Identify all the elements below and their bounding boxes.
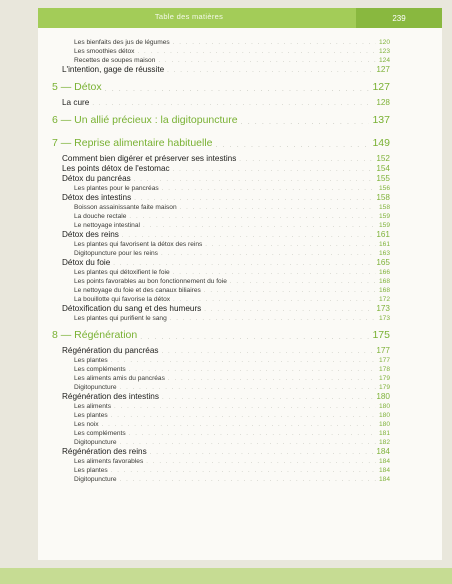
- entry-label: Digitopuncture: [74, 476, 117, 483]
- chapter-entry: [52, 114, 390, 127]
- section-entry: [62, 193, 390, 203]
- entry-page-number: 180: [376, 392, 390, 401]
- entry-label: Les aliments: [74, 403, 112, 410]
- dot-leader: [239, 157, 373, 164]
- subsection-entry: [74, 277, 390, 286]
- subsection-entry: [74, 295, 390, 304]
- dot-leader: [137, 49, 376, 56]
- entry-page-number: 149: [372, 137, 390, 149]
- dot-leader: [111, 413, 376, 420]
- subsection-entry: [74, 475, 390, 484]
- entry-page-number: 156: [378, 185, 390, 192]
- dot-leader: [143, 223, 376, 230]
- dot-leader: [129, 214, 376, 221]
- dot-leader: [129, 367, 376, 374]
- subsection-entry: [74, 221, 390, 230]
- entry-page-number: 168: [378, 287, 390, 294]
- subsection-entry: [74, 457, 390, 466]
- entry-label: Les plantes pour le pancréas: [74, 185, 159, 192]
- entry-page-number: 137: [372, 114, 390, 126]
- entry-label: Le nettoyage intestinal: [74, 222, 140, 229]
- entry-page-number: 161: [376, 230, 390, 239]
- entry-label: Recettes de soupes maison: [74, 57, 156, 64]
- entry-label: Les plantes: [74, 412, 108, 419]
- section-entry: [62, 164, 390, 174]
- dot-leader: [140, 334, 369, 342]
- entry-label: Les plantes: [74, 357, 108, 364]
- section-entry: [62, 447, 390, 457]
- bottom-band: [0, 568, 452, 584]
- entry-page-number: 124: [378, 57, 390, 64]
- entry-page-number: 168: [378, 278, 390, 285]
- entry-page-number: 177: [376, 346, 390, 355]
- subsection-entry: [74, 56, 390, 65]
- entry-page-number: 128: [376, 98, 390, 107]
- entry-page-number: 173: [378, 315, 390, 322]
- dot-leader: [92, 101, 373, 108]
- dot-leader: [204, 288, 376, 295]
- dot-leader: [158, 58, 376, 65]
- entry-label: Les aliments favorables: [74, 458, 144, 465]
- dot-leader: [173, 270, 376, 277]
- dot-leader: [162, 349, 374, 356]
- entry-page-number: 159: [378, 213, 390, 220]
- subsection-entry: [74, 429, 390, 438]
- entry-label: La douche rectale: [74, 213, 127, 220]
- page-title: Table des matières: [154, 12, 224, 21]
- entry-page-number: 184: [376, 447, 390, 456]
- page-header: [38, 8, 442, 28]
- entry-label: Les points favorables au bon fonctionnement du foie: [74, 278, 227, 285]
- entry-page-number: 127: [376, 65, 390, 74]
- entry-page-number: 179: [378, 384, 390, 391]
- entry-label: Détox du foie: [62, 258, 111, 267]
- entry-label: Les plantes qui purifient le sang: [74, 315, 167, 322]
- entry-page-number: 181: [378, 430, 390, 437]
- dot-leader: [173, 167, 374, 174]
- entry-label: Les aliments amis du pancréas: [74, 375, 165, 382]
- entry-label: 5 — Détox: [52, 81, 102, 93]
- dot-leader: [173, 297, 376, 304]
- dot-leader: [216, 142, 370, 150]
- chapter-entry: [52, 329, 390, 342]
- entry-page-number: 180: [378, 412, 390, 419]
- entry-label: Digitopuncture: [74, 439, 117, 446]
- dot-leader: [134, 196, 373, 203]
- entry-label: Les compléments: [74, 366, 126, 373]
- entry-label: Les plantes qui détoxifient le foie: [74, 269, 170, 276]
- dot-leader: [230, 279, 376, 286]
- book-page: [38, 8, 442, 560]
- dot-leader: [205, 242, 376, 249]
- entry-label: Détoxification du sang et des humeurs: [62, 304, 202, 313]
- entry-page-number: 178: [378, 366, 390, 373]
- subsection-entry: [74, 47, 390, 56]
- entry-label: Les plantes: [74, 467, 108, 474]
- entry-page-number: 158: [378, 204, 390, 211]
- entry-page-number: 182: [378, 439, 390, 446]
- subsection-entry: [74, 203, 390, 212]
- entry-label: Les noix: [74, 421, 99, 428]
- chapter-entry: [52, 81, 390, 94]
- dot-leader: [241, 119, 370, 127]
- dot-leader: [113, 261, 373, 268]
- entry-label: Digitopuncture: [74, 384, 117, 391]
- entry-label: Détox des reins: [62, 230, 119, 239]
- entry-page-number: 180: [378, 403, 390, 410]
- entry-page-number: 158: [376, 193, 390, 202]
- subsection-entry: [74, 466, 390, 475]
- section-entry: [62, 230, 390, 240]
- section-entry: [62, 174, 390, 184]
- dot-leader: [120, 477, 376, 484]
- subsection-entry: [74, 383, 390, 392]
- entry-label: Régénération des intestins: [62, 392, 159, 401]
- dot-leader: [102, 422, 376, 429]
- entry-label: 7 — Reprise alimentaire habituelle: [52, 137, 213, 149]
- entry-page-number: 172: [378, 296, 390, 303]
- entry-label: Les smoothies détox: [74, 48, 135, 55]
- dot-leader: [162, 186, 376, 193]
- dot-leader: [168, 376, 376, 383]
- entry-page-number: 120: [378, 39, 390, 46]
- entry-label: Régénération du pancréas: [62, 346, 159, 355]
- entry-page-number: 155: [376, 174, 390, 183]
- dot-leader: [120, 440, 376, 447]
- entry-page-number: 173: [376, 304, 390, 313]
- entry-page-number: 163: [378, 250, 390, 257]
- dot-leader: [114, 404, 376, 411]
- subsection-entry: [74, 356, 390, 365]
- entry-page-number: 184: [378, 476, 390, 483]
- dot-leader: [180, 205, 376, 212]
- entry-page-number: 165: [376, 258, 390, 267]
- entry-page-number: 180: [378, 421, 390, 428]
- entry-label: Digitopuncture pour les reins: [74, 250, 158, 257]
- entry-label: Les points détox de l'estomac: [62, 164, 170, 173]
- entry-label: L'intention, gage de réussite: [62, 65, 165, 74]
- entry-page-number: 184: [378, 467, 390, 474]
- entry-label: Comment bien digérer et préserver ses intestins: [62, 154, 237, 163]
- dot-leader: [105, 86, 370, 94]
- section-entry: [62, 392, 390, 402]
- dot-leader: [111, 468, 376, 475]
- entry-page-number: 179: [378, 375, 390, 382]
- subsection-entry: [74, 212, 390, 221]
- dot-leader: [162, 395, 373, 402]
- entry-page-number: 159: [378, 222, 390, 229]
- entry-label: Le nettoyage du foie et des canaux biliaires: [74, 287, 201, 294]
- entry-page-number: 184: [378, 458, 390, 465]
- entry-page-number: 161: [378, 241, 390, 248]
- entry-label: La cure: [62, 98, 90, 107]
- subsection-entry: [74, 249, 390, 258]
- dot-leader: [170, 316, 376, 323]
- dot-leader: [129, 431, 376, 438]
- dot-leader: [161, 251, 376, 258]
- entry-label: 6 — Un allié précieux : la digitopuncture: [52, 114, 238, 126]
- section-entry: [62, 98, 390, 108]
- subsection-entry: [74, 365, 390, 374]
- entry-label: Boisson assainissante faite maison: [74, 204, 177, 211]
- dot-leader: [173, 40, 376, 47]
- entry-page-number: 166: [378, 269, 390, 276]
- entry-label: Les compléments: [74, 430, 126, 437]
- entry-label: La bouillotte qui favorise la détox: [74, 296, 171, 303]
- subsection-entry: [74, 286, 390, 295]
- entry-page-number: 127: [372, 81, 390, 93]
- entry-label: Les plantes qui favorisent la détox des reins: [74, 241, 203, 248]
- section-entry: [62, 346, 390, 356]
- entry-label: 8 — Régénération: [52, 329, 138, 341]
- entry-label: Régénération des reins: [62, 447, 147, 456]
- subsection-entry: [74, 411, 390, 420]
- subsection-entry: [74, 184, 390, 193]
- entry-page-number: 175: [372, 329, 390, 341]
- dot-leader: [111, 358, 376, 365]
- dot-leader: [134, 177, 374, 184]
- entry-label: Les bienfaits des jus de légumes: [74, 39, 170, 46]
- dot-leader: [167, 68, 373, 75]
- dot-leader: [204, 307, 373, 314]
- section-entry: [62, 65, 390, 75]
- entry-label: Détox des intestins: [62, 193, 132, 202]
- dot-leader: [120, 385, 376, 392]
- entry-page-number: 154: [376, 164, 390, 173]
- entry-page-number: 123: [378, 48, 390, 55]
- section-entry: [62, 258, 390, 268]
- subsection-entry: [74, 268, 390, 277]
- subsection-entry: [74, 38, 390, 47]
- chapter-entry: [52, 137, 390, 150]
- subsection-entry: [74, 240, 390, 249]
- subsection-entry: [74, 438, 390, 447]
- section-entry: [62, 154, 390, 164]
- subsection-entry: [74, 402, 390, 411]
- dot-leader: [150, 450, 374, 457]
- subsection-entry: [74, 314, 390, 323]
- subsection-entry: [74, 374, 390, 383]
- entry-page-number: 177: [378, 357, 390, 364]
- dot-leader: [146, 459, 376, 466]
- subsection-entry: [74, 420, 390, 429]
- entry-page-number: 152: [376, 154, 390, 163]
- entry-label: Détox du pancréas: [62, 174, 131, 183]
- dot-leader: [122, 233, 373, 240]
- section-entry: [62, 304, 390, 314]
- page-number: 239: [356, 8, 442, 28]
